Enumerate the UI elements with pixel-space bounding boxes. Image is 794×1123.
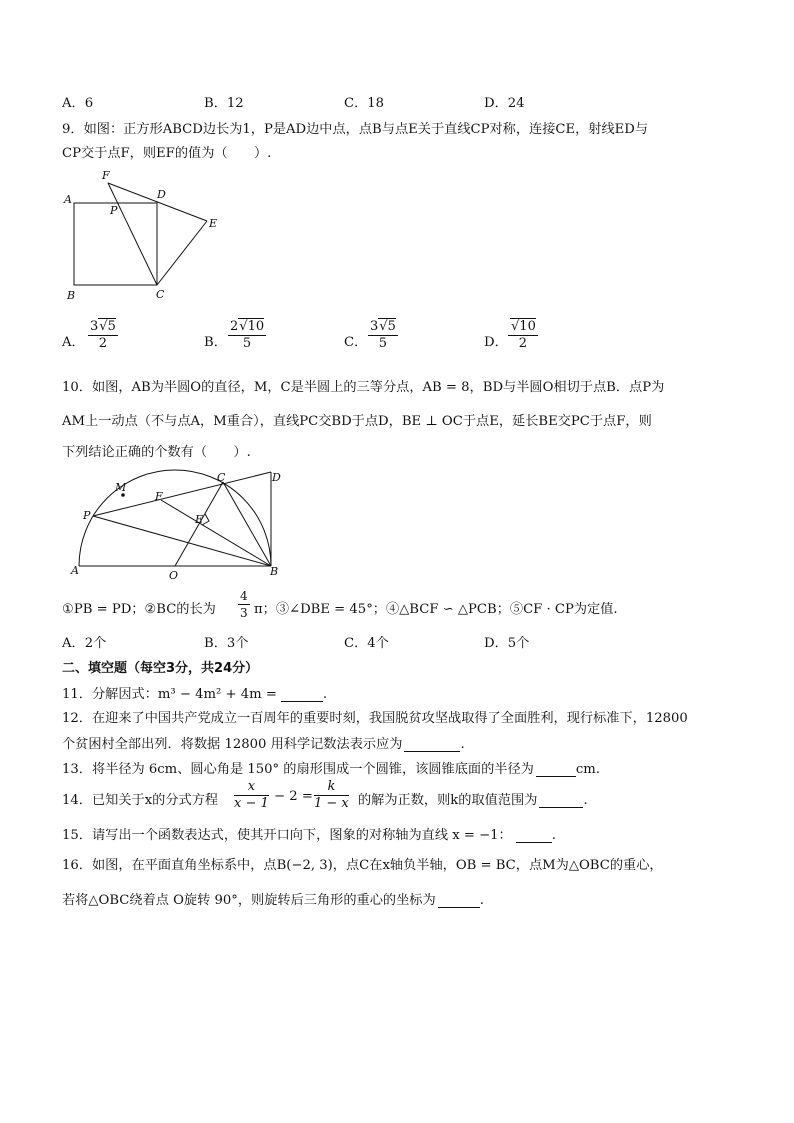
q9-option-c-letter: C．: [344, 335, 368, 350]
q16-answer-blank[interactable]: [438, 893, 480, 908]
q14-fraction-1: $\frac{x}{x - 1}$: [234, 779, 269, 811]
q10-semicircle-figure: [65, 464, 295, 584]
q10-label-o: O: [169, 569, 179, 582]
q10-label-m: M: [115, 481, 127, 494]
q9-label-p: P: [110, 204, 118, 217]
q10-conclusions-part1: ①PB = PD；②BC的长为: [62, 602, 216, 617]
q9-option-c-fraction: $\frac{3√5}{5}$: [370, 319, 396, 351]
q14-fraction-2: $\frac{k}{1 - x}$: [314, 779, 349, 811]
q9-label-b: B: [67, 289, 76, 302]
q8-option-c: C．18: [344, 96, 385, 111]
q15-answer-blank[interactable]: [516, 828, 552, 843]
q9-option-d-fraction: $\frac{√10}{2}$: [508, 319, 538, 352]
q10-option-c: C．4个: [344, 636, 389, 651]
q14-answer-blank[interactable]: [539, 793, 583, 808]
q12-text-line2: 个贫困村全部出列．将数据 12800 用科学记数法表示应为 .: [62, 737, 465, 752]
q10-label-b: B: [270, 565, 279, 578]
q9-option-d-letter: D．: [484, 335, 508, 350]
q9-square-figure: [60, 165, 230, 305]
q8-option-b: B．12: [204, 96, 244, 111]
q10-label-a: A: [71, 564, 79, 577]
q9-option-b-fraction: $\frac{2√10}{5}$: [230, 319, 265, 351]
q9-label-e: E: [209, 217, 218, 230]
q10-label-d: D: [272, 471, 281, 484]
q10-text-line1: 10．如图，AB为半圆O的直径，M，C是半圆上的三等分点，AB = 8，BD与半圆O相切于点B．点P为: [62, 380, 665, 395]
q9-option-b-letter: B．: [204, 335, 227, 350]
q10-option-b: B．3个: [204, 636, 249, 651]
q10-text-line3: 下列结论正确的个数有（ ）.: [62, 445, 251, 460]
q10-label-f: F: [155, 490, 163, 503]
q10-conclusions-part2: π；③∠DBE = 45°；④△BCF ∽ △PCB；⑤CF · CP为定值.: [254, 602, 618, 617]
q10-label-p: P: [83, 509, 91, 522]
q12-answer-blank[interactable]: [404, 737, 460, 752]
q11-answer-blank[interactable]: [281, 687, 323, 702]
q10-arc-fraction: $\frac{4}{3}$: [240, 589, 248, 620]
q15-text: 15．请写出一个函数表达式，使其开口向下，图象的对称轴为直线 x = −1： .: [62, 828, 556, 843]
q9-label-d: D: [157, 188, 166, 201]
q14-text-post: 的解为正数，则k的取值范围为 .: [358, 793, 588, 808]
q10-text-line2: AM上一动点（不与点A，M重合），直线PC交BD于点D，BE ⊥ OC于点E，延长BE交PC于点F，则: [62, 414, 652, 429]
section-heading-fill-in: 二、填空题（每空3分，共24分）: [62, 661, 259, 676]
q9-label-a: A: [64, 193, 72, 206]
q10-option-a: A．2个: [62, 636, 107, 651]
q10-option-d: D．5个: [484, 636, 530, 651]
q9-text-line1: 9．如图：正方形ABCD边长为1，P是AD边中点，点B与点E关于直线CP对称，连接CE，射线ED与: [62, 122, 649, 137]
q14-text-pre: 14．已知关于x的分式方程: [62, 793, 219, 808]
q9-label-c: C: [156, 288, 165, 301]
q8-option-a: A．6: [62, 96, 94, 111]
q10-label-c: C: [217, 471, 226, 484]
q11-text: 11．分解因式：m³ − 4m² + 4m = .: [62, 687, 328, 702]
q16-text-line1: 16．如图，在平面直角坐标系中，点B(−2, 3)，点C在x轴负半轴，OB = BC，点M为△OBC的重心，: [62, 858, 663, 873]
q16-text-line2: 若将△OBC绕着点 O旋转 90°，则旋转后三角形的重心的坐标为 .: [62, 893, 484, 908]
q13-text: 13．将半径为 6cm、圆心角是 150° 的扇形围成一个圆锥，该圆锥底面的半径为 cm.: [62, 762, 600, 777]
q14-text-mid: − 2 =: [274, 789, 313, 804]
q12-text-line1: 12．在迎来了中国共产党成立一百周年的重要时刻，我国脱贫攻坚战取得了全面胜利，现行标准下，12800: [62, 711, 688, 726]
q9-label-f: F: [102, 169, 110, 182]
q13-answer-blank[interactable]: [536, 762, 576, 777]
q9-text-line2: CP交于点F，则EF的值为（ ）.: [62, 146, 272, 161]
q9-option-a-fraction: $\frac{3√5}{2}$: [90, 319, 116, 351]
q9-option-a-letter: A．: [62, 335, 85, 350]
q8-option-d: D．24: [484, 96, 525, 111]
q10-label-e: E: [195, 513, 204, 526]
